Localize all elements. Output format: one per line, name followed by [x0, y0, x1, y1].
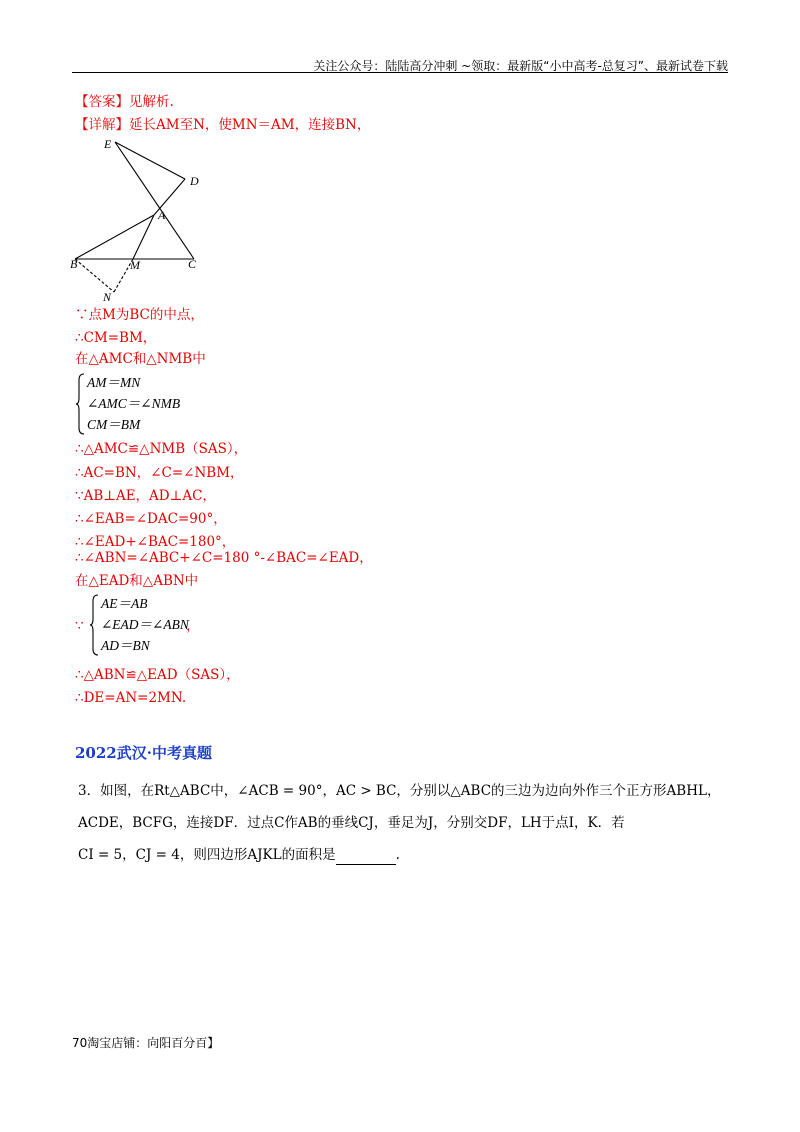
equation-system-2 — [89, 593, 249, 657]
answer-line — [75, 93, 174, 111]
proof-line-1: ∵点M为BC的中点， — [75, 307, 204, 323]
segment-BA — [75, 215, 154, 259]
system1-eq-3: CM＝BM — [87, 417, 141, 432]
proof-line-10: 在△EAD和△ABN中 — [75, 573, 199, 589]
system1-eq-1: AM＝MN — [87, 375, 141, 390]
page-header: 关注公众号：陆陆高分冲刺 ~领取：最新版“小中高考-总复习”、最新试卷下载 — [313, 59, 728, 73]
proof-line-3: 在△AMC和△NMB中 — [75, 351, 206, 367]
system2-eq-3: AD＝BN — [101, 638, 150, 653]
system2-tail: ， — [186, 618, 200, 634]
segment-ED — [115, 142, 185, 179]
proof-line-12: ∴DE=AN=2MN. — [75, 690, 187, 706]
segment-EC — [115, 142, 194, 259]
point-label-d: D — [190, 174, 199, 188]
segment-BN — [75, 259, 114, 292]
problem-line-1: 3．如图，在Rt△ABC中，∠ACB = 90°，AC > BC，分别以△ABC的三边为边向外作三个正方形ABHL， — [78, 783, 721, 799]
detail-label: 【详解】 — [75, 117, 129, 133]
point-label-b: B — [70, 257, 78, 271]
point-label-e: E — [104, 137, 112, 151]
proof-line-9: ∴∠ABN=∠ABC+∠C=180 °-∠BAC=∠EAD， — [75, 550, 373, 566]
proof-line-6: ∵AB⊥AE，AD⊥AC， — [75, 488, 216, 504]
detail-text: 延长AM至N，使MN＝AM，连接BN， — [129, 117, 371, 133]
system2-eq-1: AE＝AB — [101, 596, 148, 611]
page-footer: 70淘宝店铺：向阳百分百】 — [72, 1036, 220, 1050]
answer-label: 【答案】 — [75, 94, 129, 110]
brace-icon — [89, 593, 101, 657]
proof-line-2: ∴CM=BM， — [75, 330, 157, 346]
problem-line-3-end: . — [395, 847, 400, 863]
system1-eq-2: ∠AMC＝∠NMB — [87, 396, 181, 411]
proof-line-8: ∴∠EAD+∠BAC=180°， — [75, 534, 236, 550]
segment-AM — [133, 215, 154, 259]
header-rule — [72, 72, 728, 73]
system2-eq-2: ∠EAD＝∠ABN — [101, 617, 189, 632]
problem-line-3 — [78, 845, 400, 865]
problem-line-3-text: CI = 5，CJ = 4，则四边形AJKL的面积是 — [78, 847, 336, 863]
point-label-n: N — [103, 290, 112, 304]
point-label-a: A — [158, 208, 166, 222]
proof-line-11: ∴△ABN≌△EAD（SAS）， — [75, 667, 240, 683]
proof-line-7: ∴∠EAB=∠DAC=90°， — [75, 511, 227, 527]
answer-text: 见解析. — [129, 94, 174, 110]
problem-line-2: ACDE，BCFG，连接DF．过点C作AB的垂线CJ，垂足为J，分别交DF，LH于点I，K．若 — [78, 815, 625, 831]
section-title: 2022武汉·中考真题 — [75, 744, 212, 762]
because-symbol: ∵ — [75, 618, 84, 634]
point-label-c: C — [188, 257, 197, 271]
equation-system-1 — [75, 372, 235, 436]
proof-line-5: ∴AC=BN，∠C=∠NBM， — [75, 465, 244, 481]
brace-icon — [75, 372, 87, 436]
proof-line-4: ∴△AMC≌△NMB（SAS）， — [75, 441, 248, 457]
answer-blank — [336, 850, 396, 865]
point-label-m: M — [130, 258, 140, 272]
geometry-figure — [70, 135, 220, 305]
detail-line — [75, 116, 370, 134]
